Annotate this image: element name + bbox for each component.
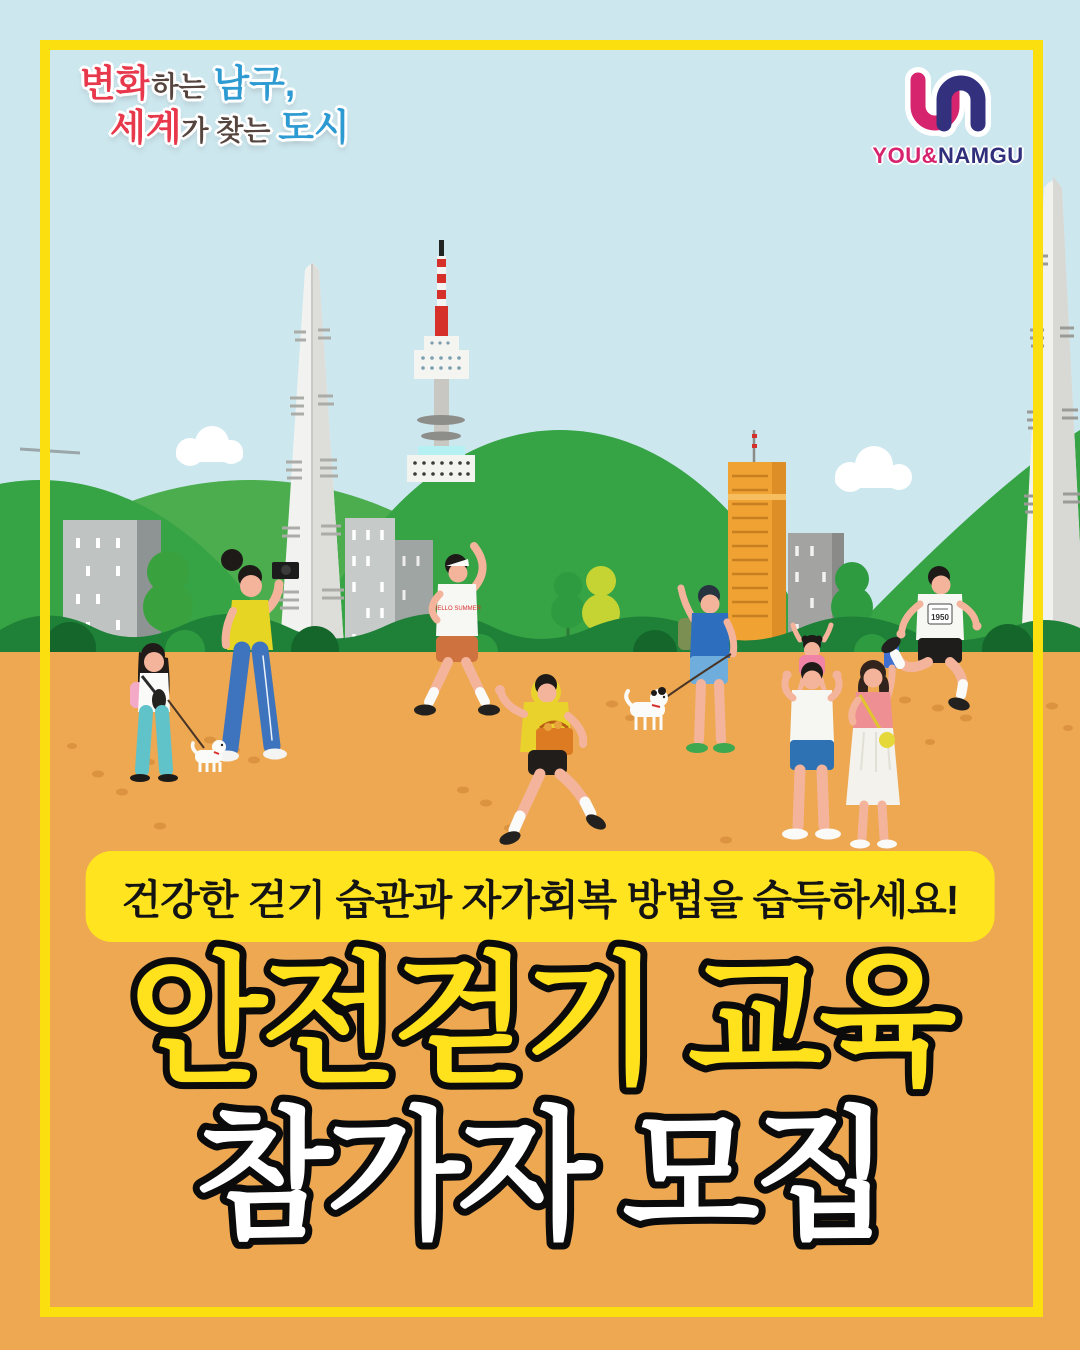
shirt-text: HELLO SUMMER — [432, 606, 482, 612]
runner-bib: 1950 — [931, 613, 949, 622]
slogan-word: 변화 — [80, 63, 152, 104]
slogan-word: 하는 — [151, 71, 214, 102]
logo-namgu: NAMGU — [937, 143, 1024, 168]
title-line-2: 참가자 모집 — [195, 1097, 885, 1256]
slogan-line-2 — [110, 106, 350, 150]
slogan-word: 남구, — [213, 63, 296, 104]
namgu-logo-text — [868, 143, 1028, 169]
slogan-line-1 — [80, 62, 350, 106]
title-line-1: 안전걷기 교육 — [129, 942, 951, 1101]
namgu-logo — [868, 66, 1028, 169]
slogan-word: 가 찾는 — [181, 114, 279, 146]
namgu-logo-mark-icon — [873, 66, 1023, 138]
slogan-word: 도시 — [278, 106, 350, 148]
subtitle-banner: 건강한 걷기 습관과 자가회복 방법을 습득하세요! — [86, 851, 995, 942]
logo-amp: & — [921, 143, 938, 168]
city-slogan — [80, 62, 350, 149]
logo-you: YOU — [872, 143, 922, 168]
slogan-word: 세계 — [110, 106, 182, 148]
